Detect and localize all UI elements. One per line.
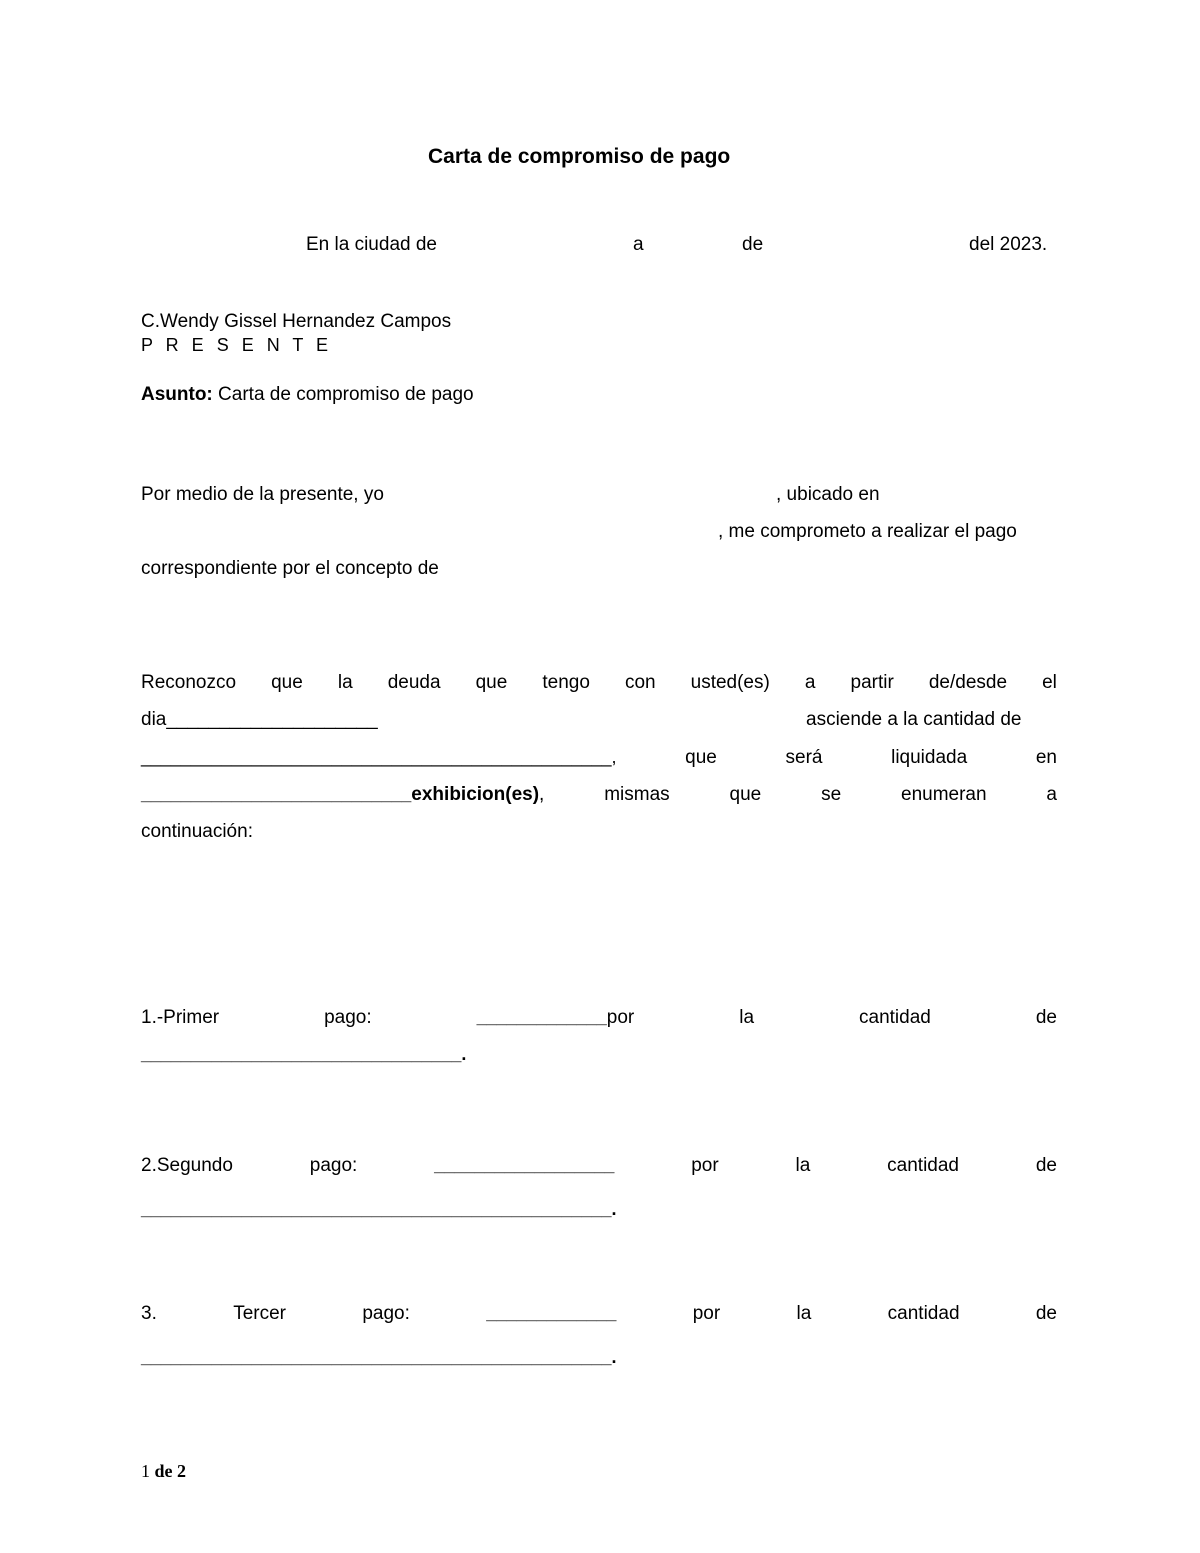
payment-amount-blank: _______________________________________________. — [141, 1347, 617, 1367]
date-de-label: de — [742, 234, 764, 255]
p2-word: con — [624, 672, 656, 693]
p2-word: usted(es) — [690, 672, 770, 693]
p2-exhibicion-group — [141, 785, 544, 804]
p2-word: tengo — [542, 672, 590, 693]
p2-word: deuda — [387, 672, 441, 693]
p2-word: el — [1042, 672, 1057, 693]
payment-word: Tercer — [233, 1303, 286, 1324]
payment-word: pago: — [309, 1155, 358, 1176]
payment-word: de — [1035, 1007, 1057, 1028]
date-year-label: del 2023. — [969, 234, 1048, 255]
payment-word: la — [795, 1155, 811, 1176]
payment-label: 1.-Primer — [141, 1007, 220, 1028]
page-number — [141, 1462, 186, 1480]
p2-word: en — [1035, 747, 1057, 768]
payment-date-blank: _____________ — [486, 1303, 617, 1323]
p2-comma: , — [539, 784, 545, 805]
payment-date-blank: __________________ — [434, 1155, 615, 1175]
payment-1-line1 — [141, 1008, 1057, 1027]
p1-line1-start: Por medio de la presente, yo — [141, 484, 384, 505]
p2-word: Reconozco — [141, 672, 237, 693]
p2-line4 — [141, 785, 1057, 804]
p2-line5: continuación: — [141, 821, 253, 842]
p2-word: partir — [850, 672, 894, 693]
payment-word: cantidad — [887, 1155, 959, 1176]
page-number-current: 1 — [141, 1461, 155, 1481]
payment-label: 2.Segundo — [141, 1155, 233, 1176]
payment-word: la — [739, 1007, 755, 1028]
p2-word: será — [785, 747, 823, 768]
payment-3-line1 — [141, 1304, 1057, 1323]
p2-exhibicion-blank: ___________________________ — [141, 784, 412, 804]
subject-text: Carta de compromiso de pago — [218, 384, 474, 405]
p2-line1 — [141, 673, 1057, 692]
p2-word: liquidada — [891, 747, 968, 768]
payment-date-group — [477, 1008, 635, 1027]
p2-word: que — [685, 747, 717, 768]
p1-line3: correspondiente por el concepto de — [141, 558, 439, 579]
date-a-label: a — [633, 234, 644, 255]
payment-word: por — [606, 1007, 635, 1028]
payment-word: de — [1035, 1303, 1057, 1324]
p2-word: que — [729, 784, 762, 805]
subject-line — [141, 385, 474, 404]
p2-word: a — [804, 672, 816, 693]
payment-word: por — [691, 1155, 719, 1176]
p2-word: de/desde — [928, 672, 1008, 693]
p2-word: la — [337, 672, 353, 693]
payment-word: cantidad — [887, 1303, 960, 1324]
date-city-label: En la ciudad de — [306, 234, 437, 255]
payment-word: pago: — [324, 1007, 372, 1028]
p2-word: se — [821, 784, 842, 805]
p2-exhibicion-label: exhibicion(es) — [411, 784, 540, 805]
payment-amount-blank: _______________________________________________. — [141, 1199, 617, 1219]
p2-line3 — [141, 748, 1057, 767]
p2-line2-end: asciende a la cantidad de — [806, 709, 1022, 730]
payment-word: cantidad — [859, 1007, 931, 1028]
subject-label: Asunto: — [141, 384, 213, 405]
payment-label: 3. — [141, 1303, 157, 1324]
p2-word: a — [1046, 784, 1057, 805]
recipient-name: C.Wendy Gissel Hernandez Campos — [141, 311, 452, 332]
p2-word: que — [271, 672, 303, 693]
p2-word: enumeran — [901, 784, 987, 805]
payment-2-line1 — [141, 1156, 1057, 1175]
payment-word: por — [692, 1303, 721, 1324]
payment-word: la — [796, 1303, 812, 1324]
page-number-total: de 2 — [154, 1461, 186, 1481]
p2-word: mismas — [604, 784, 670, 805]
payment-word: de — [1035, 1155, 1057, 1176]
document-title: Carta de compromiso de pago — [428, 145, 731, 168]
p2-line2-start: dia____________________ — [141, 709, 378, 730]
p2-amount-blank: _______________________________________________, — [141, 747, 617, 767]
page-number-text — [141, 1461, 186, 1481]
recipient-presente: P R E S E N T E — [141, 335, 333, 355]
p1-line1-end: , ubicado en — [776, 484, 880, 505]
p1-line2: , me comprometo a realizar el pago — [718, 521, 1017, 542]
payment-word: pago: — [362, 1303, 410, 1324]
p2-word: que — [475, 672, 508, 693]
payment-amount-blank: ________________________________. — [141, 1044, 467, 1064]
payment-date-blank: _____________ — [476, 1007, 607, 1027]
